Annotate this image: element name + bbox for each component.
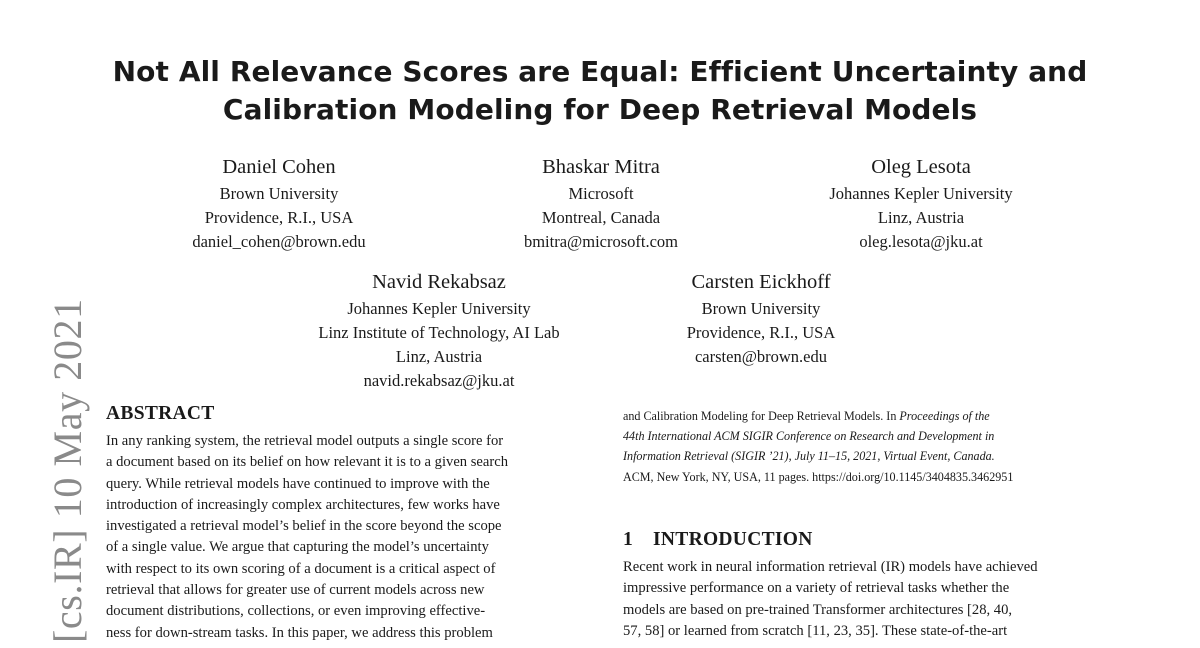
author-block <box>274 270 604 393</box>
author-email: carsten@brown.edu <box>694 347 828 366</box>
abstract-line: retrieval that allows for greater use of current models across new <box>106 582 485 599</box>
author-block <box>596 270 926 369</box>
introduction-line: models are based on pre-trained Transformer architectures [28, 40, <box>623 601 1013 618</box>
author-name: Navid Rekabsaz <box>372 271 506 293</box>
author-location: Providence, R.I., USA <box>204 208 354 227</box>
abstract-line: of a single value. We argue that capturing the model’s uncertainty <box>106 539 489 556</box>
introduction-body <box>623 557 1113 642</box>
abstract-line: document distributions, collections, or even improving effective- <box>106 603 486 620</box>
section-title: INTRODUCTION <box>653 529 813 550</box>
arxiv-side-stamp: [cs.IR] 10 May 2021 <box>45 298 90 643</box>
reference-line <box>623 446 1103 466</box>
reference-italic: Proceedings of the <box>899 409 990 423</box>
author-name: Carsten Eickhoff <box>691 271 831 293</box>
author-location: Providence, R.I., USA <box>686 323 836 342</box>
introduction-heading <box>623 528 813 552</box>
abstract-line: ness for down-stream tasks. In this paper, we address this problem <box>106 624 493 641</box>
abstract-heading: ABSTRACT <box>106 403 215 424</box>
introduction-line: 57, 58] or learned from scratch [11, 23, 35]. These state-of-the-art <box>623 622 1008 639</box>
author-name: Bhaskar Mitra <box>542 156 660 178</box>
author-affiliation: Brown University <box>701 299 821 318</box>
abstract-line: query. While retrieval models have continued to improve with the <box>106 475 490 492</box>
author-affiliation: Linz Institute of Technology, AI Lab <box>318 323 560 342</box>
abstract-line: with respect to its own scoring of a document is a critical aspect of <box>106 560 496 577</box>
abstract-line: a document based on its belief on how relevant it is to a given search <box>106 454 509 471</box>
author-email: oleg.lesota@jku.at <box>859 232 983 251</box>
author-affiliation: Microsoft <box>568 184 634 203</box>
reference-line: ACM, New York, NY, USA, 11 pages. https://doi.org/10.1145/3404835.3462951 <box>623 469 1014 484</box>
abstract-line: introduction of increasingly complex architectures, few works have <box>106 496 500 513</box>
reference-italic: 44th International ACM SIGIR Conference on Research and Development in <box>623 429 995 444</box>
abstract-line: In any ranking system, the retrieval model outputs a single score for <box>106 433 504 449</box>
author-block <box>436 155 766 254</box>
author-location: Linz, Austria <box>877 208 965 227</box>
author-email: daniel_cohen@brown.edu <box>192 232 366 251</box>
reference-text: and Calibration Modeling for Deep Retrieval Models. In <box>623 409 900 423</box>
reference-line <box>623 406 1103 426</box>
abstract-body <box>106 431 582 644</box>
reference-italic: Information Retrieval (SIGIR ’21), July 11–15, 2021, Virtual Event, Canada. <box>623 449 995 464</box>
paper-title-line: Not All Relevance Scores are Equal: Efficient Uncertainty and <box>112 55 1088 88</box>
author-block <box>756 155 1086 254</box>
author-name: Daniel Cohen <box>222 156 336 178</box>
author-affiliation: Brown University <box>219 184 339 203</box>
author-email: navid.rekabsaz@jku.at <box>363 371 515 390</box>
author-email: bmitra@microsoft.com <box>523 232 679 251</box>
author-location: Linz, Austria <box>395 347 483 366</box>
author-block <box>114 155 444 254</box>
author-affiliation: Johannes Kepler University <box>829 184 1013 203</box>
introduction-line: impressive performance on a variety of retrieval tasks whether the <box>623 580 1010 597</box>
paper-title-line: Calibration Modeling for Deep Retrieval Models <box>222 93 978 126</box>
abstract-line: investigated a retrieval model’s belief in the score beyond the scope <box>106 518 502 535</box>
reference-line <box>623 426 1103 446</box>
introduction-line: Recent work in neural information retrieval (IR) models have achieved <box>623 559 1038 575</box>
author-name: Oleg Lesota <box>871 156 971 178</box>
author-location: Montreal, Canada <box>541 208 661 227</box>
section-number: 1 <box>623 529 634 550</box>
paper-title <box>0 53 1200 129</box>
acm-reference-format <box>623 406 1103 487</box>
author-affiliation: Johannes Kepler University <box>347 299 531 318</box>
